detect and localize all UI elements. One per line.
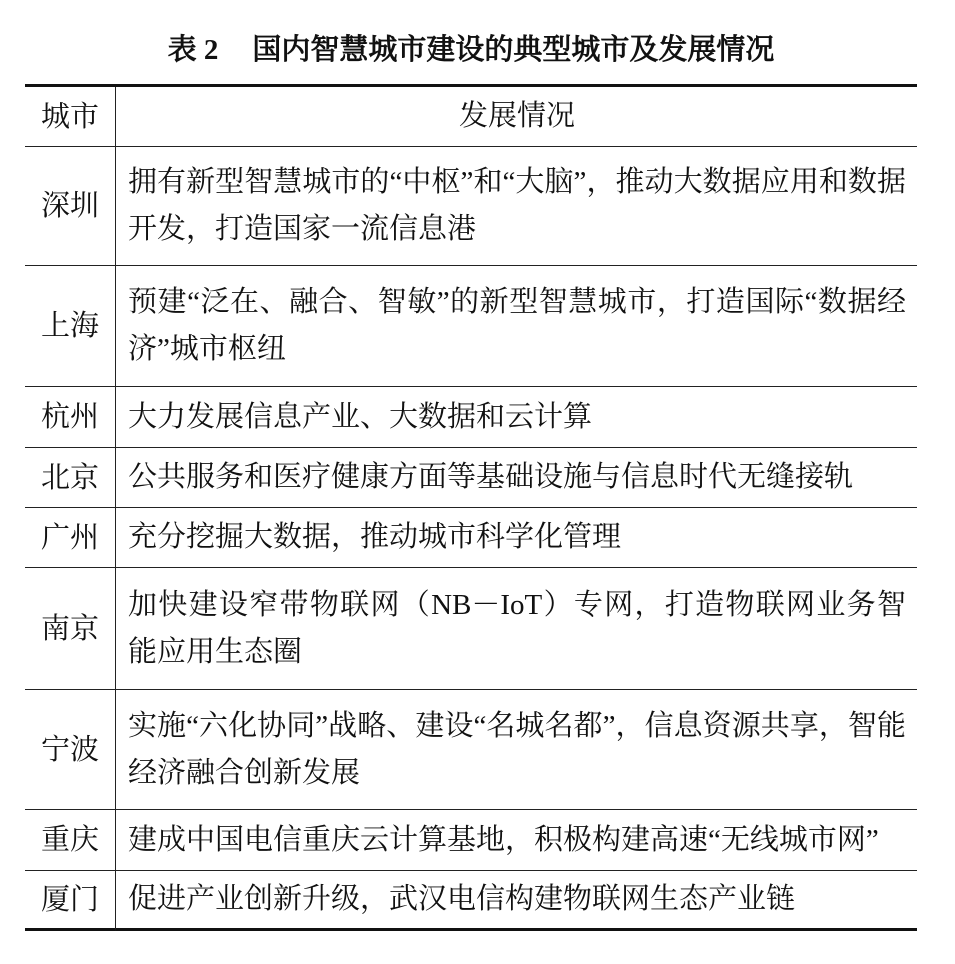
city-cell: 上海 — [25, 266, 116, 387]
table-caption — [25, 28, 917, 72]
city-cell: 深圳 — [25, 147, 116, 266]
description-cell: 公共服务和医疗健康方面等基础设施与信息时代无缝接轨 — [116, 448, 917, 508]
header-city: 城市 — [25, 87, 116, 147]
table-title: 国内智慧城市建设的典型城市及发展情况 — [252, 34, 775, 66]
table-row — [25, 448, 917, 508]
table-row — [25, 387, 917, 448]
table-number: 表 2 — [167, 34, 219, 66]
table-row — [25, 568, 917, 690]
city-cell: 南京 — [25, 568, 116, 690]
city-cell: 重庆 — [25, 810, 116, 871]
header-development: 发展情况 — [116, 87, 917, 147]
table-body — [25, 147, 917, 931]
description-cell: 实施“六化协同”战略、建设“名城名都”，信息资源共享，智能经济融合创新发展 — [116, 690, 917, 810]
city-cell: 宁波 — [25, 690, 116, 810]
description-cell: 充分挖掘大数据，推动城市科学化管理 — [116, 508, 917, 568]
city-development-table — [25, 84, 917, 931]
table-row — [25, 810, 917, 871]
header-row — [25, 87, 917, 147]
description-cell: 加快建设窄带物联网（NB－IoT）专网，打造物联网业务智能应用生态圈 — [116, 568, 917, 690]
table-row — [25, 266, 917, 387]
description-cell: 建成中国电信重庆云计算基地，积极构建高速“无线城市网” — [116, 810, 917, 871]
table-row — [25, 690, 917, 810]
table-header — [25, 87, 917, 147]
description-cell: 拥有新型智慧城市的“中枢”和“大脑”，推动大数据应用和数据开发，打造国家一流信息港 — [116, 147, 917, 266]
description-cell: 预建“泛在、融合、智敏”的新型智慧城市，打造国际“数据经济”城市枢纽 — [116, 266, 917, 387]
city-cell: 广州 — [25, 508, 116, 568]
description-cell: 促进产业创新升级，武汉电信构建物联网生态产业链 — [116, 871, 917, 931]
description-cell: 大力发展信息产业、大数据和云计算 — [116, 387, 917, 448]
city-cell: 杭州 — [25, 387, 116, 448]
table-row — [25, 508, 917, 568]
table-row — [25, 871, 917, 931]
city-cell: 厦门 — [25, 871, 116, 931]
city-cell: 北京 — [25, 448, 116, 508]
table-row — [25, 147, 917, 266]
